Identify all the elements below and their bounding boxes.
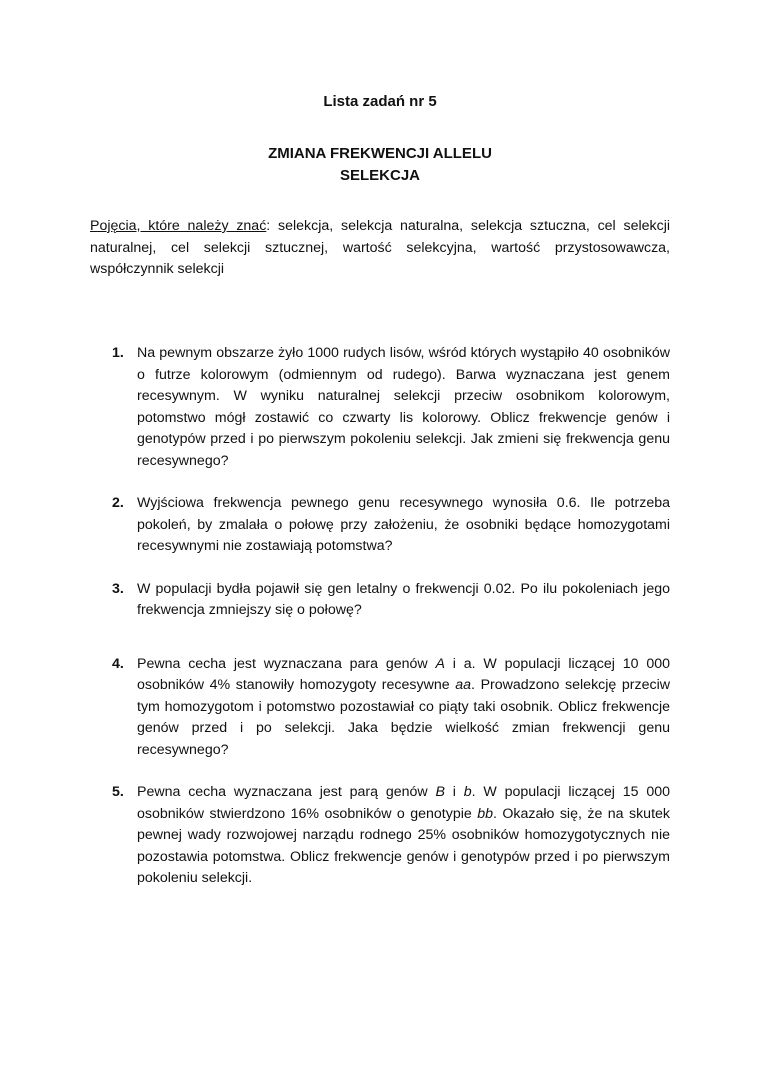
- task-item: [90, 493, 670, 558]
- gene-symbol: B: [435, 784, 445, 800]
- task-number: 1.: [112, 345, 124, 361]
- task-text-part: i a. W populacji liczącej 10 000 osobników 4% stanowiły homozygoty recesywne: [137, 655, 670, 693]
- task-text-part: Pewna cecha jest wyznaczana para genów: [137, 655, 436, 672]
- task-list: [90, 343, 670, 890]
- task-text: Na pewnym obszarze żyło 1000 rudych lisów, wśród których wystąpiło 40 osobników o futrze kolorowym (odmiennym od rudego). Barwa wyznaczana jest genem recesywnym. W wyniku naturalnej selekcji przeciw osobnikom kolorowym, potomstwo mógł zostawić co czwarty lis kolorowy. Oblicz frekwencje genów i genotypów przed i po pierwszym pokoleniu selekcji. Jak zmieni się frekwencja genu recesywnego?: [137, 345, 670, 469]
- genotype-symbol: aa: [455, 677, 472, 693]
- task-text-part: Pewna cecha wyznaczana jest parą genów: [137, 784, 436, 800]
- task-text-part: . W populacji liczącej 15 000 osobników stwierdzono 16% osobników o genotypie: [137, 784, 670, 822]
- list-title: Lista zadań nr 5: [323, 93, 437, 110]
- task-item: [90, 579, 670, 622]
- concepts-text: selekcja, selekcja naturalna, selekcja sztuczna, cel selekcji naturalnej, cel selekcji sztucznej, wartość selekcyjna, wartość przystosowawcza, współczynnik selekcji: [90, 218, 670, 277]
- task-text: W populacji bydła pojawił się gen letalny o frekwencji 0.02. Po ilu pokoleniach jego frekwencja zmniejszy się o połowę?: [137, 580, 670, 618]
- genotype-symbol: bb: [477, 805, 493, 822]
- gene-symbol: A: [435, 655, 445, 672]
- task-number: 5.: [112, 784, 124, 800]
- gene-symbol: b: [463, 784, 472, 800]
- task-text-part: i: [444, 784, 464, 800]
- task-item: [90, 782, 670, 890]
- task-text-part: . Okazało się, że na skutek pewnej wady rozwojowej narządu rodnego 25% osobników homozygotycznych nie pozostawia potomstwa. Oblicz frekwencje genów i genotypów przed i po pierwszym pokoleniu selekcji.: [137, 805, 670, 886]
- task-number: 4.: [112, 655, 124, 672]
- task-text: Wyjściowa frekwencja pewnego genu recesywnego wynosiła 0.6. Ile potrzeba pokoleń, by zmalała o połowę przy założeniu, że osobniki będące homozygotami recesywnymi nie zostawiają potomstwa?: [137, 495, 670, 554]
- concepts-label: Pojęcia, które należy znać: [90, 218, 267, 234]
- task-item: [90, 654, 670, 762]
- task-text: [137, 656, 670, 758]
- topic-subtitle: SELEKCJA: [339, 167, 421, 184]
- task-text: [137, 784, 670, 886]
- concepts-paragraph: [90, 216, 670, 281]
- task-item: [90, 343, 670, 472]
- task-number: 2.: [112, 495, 124, 511]
- concepts-separator: :: [266, 218, 271, 234]
- topic-title: ZMIANA FREKWENCJI ALLELU: [268, 145, 492, 162]
- task-number: 3.: [112, 580, 124, 597]
- task-text-part: . Prowadzono selekcję przeciw tym homozygotom i potomstwo pozostawiał co piąty taki osobnik. Oblicz frekwencje genów przed i po selekcji. Jaka będzie wielkość zmian frekwencji genu recesywnego?: [137, 677, 670, 758]
